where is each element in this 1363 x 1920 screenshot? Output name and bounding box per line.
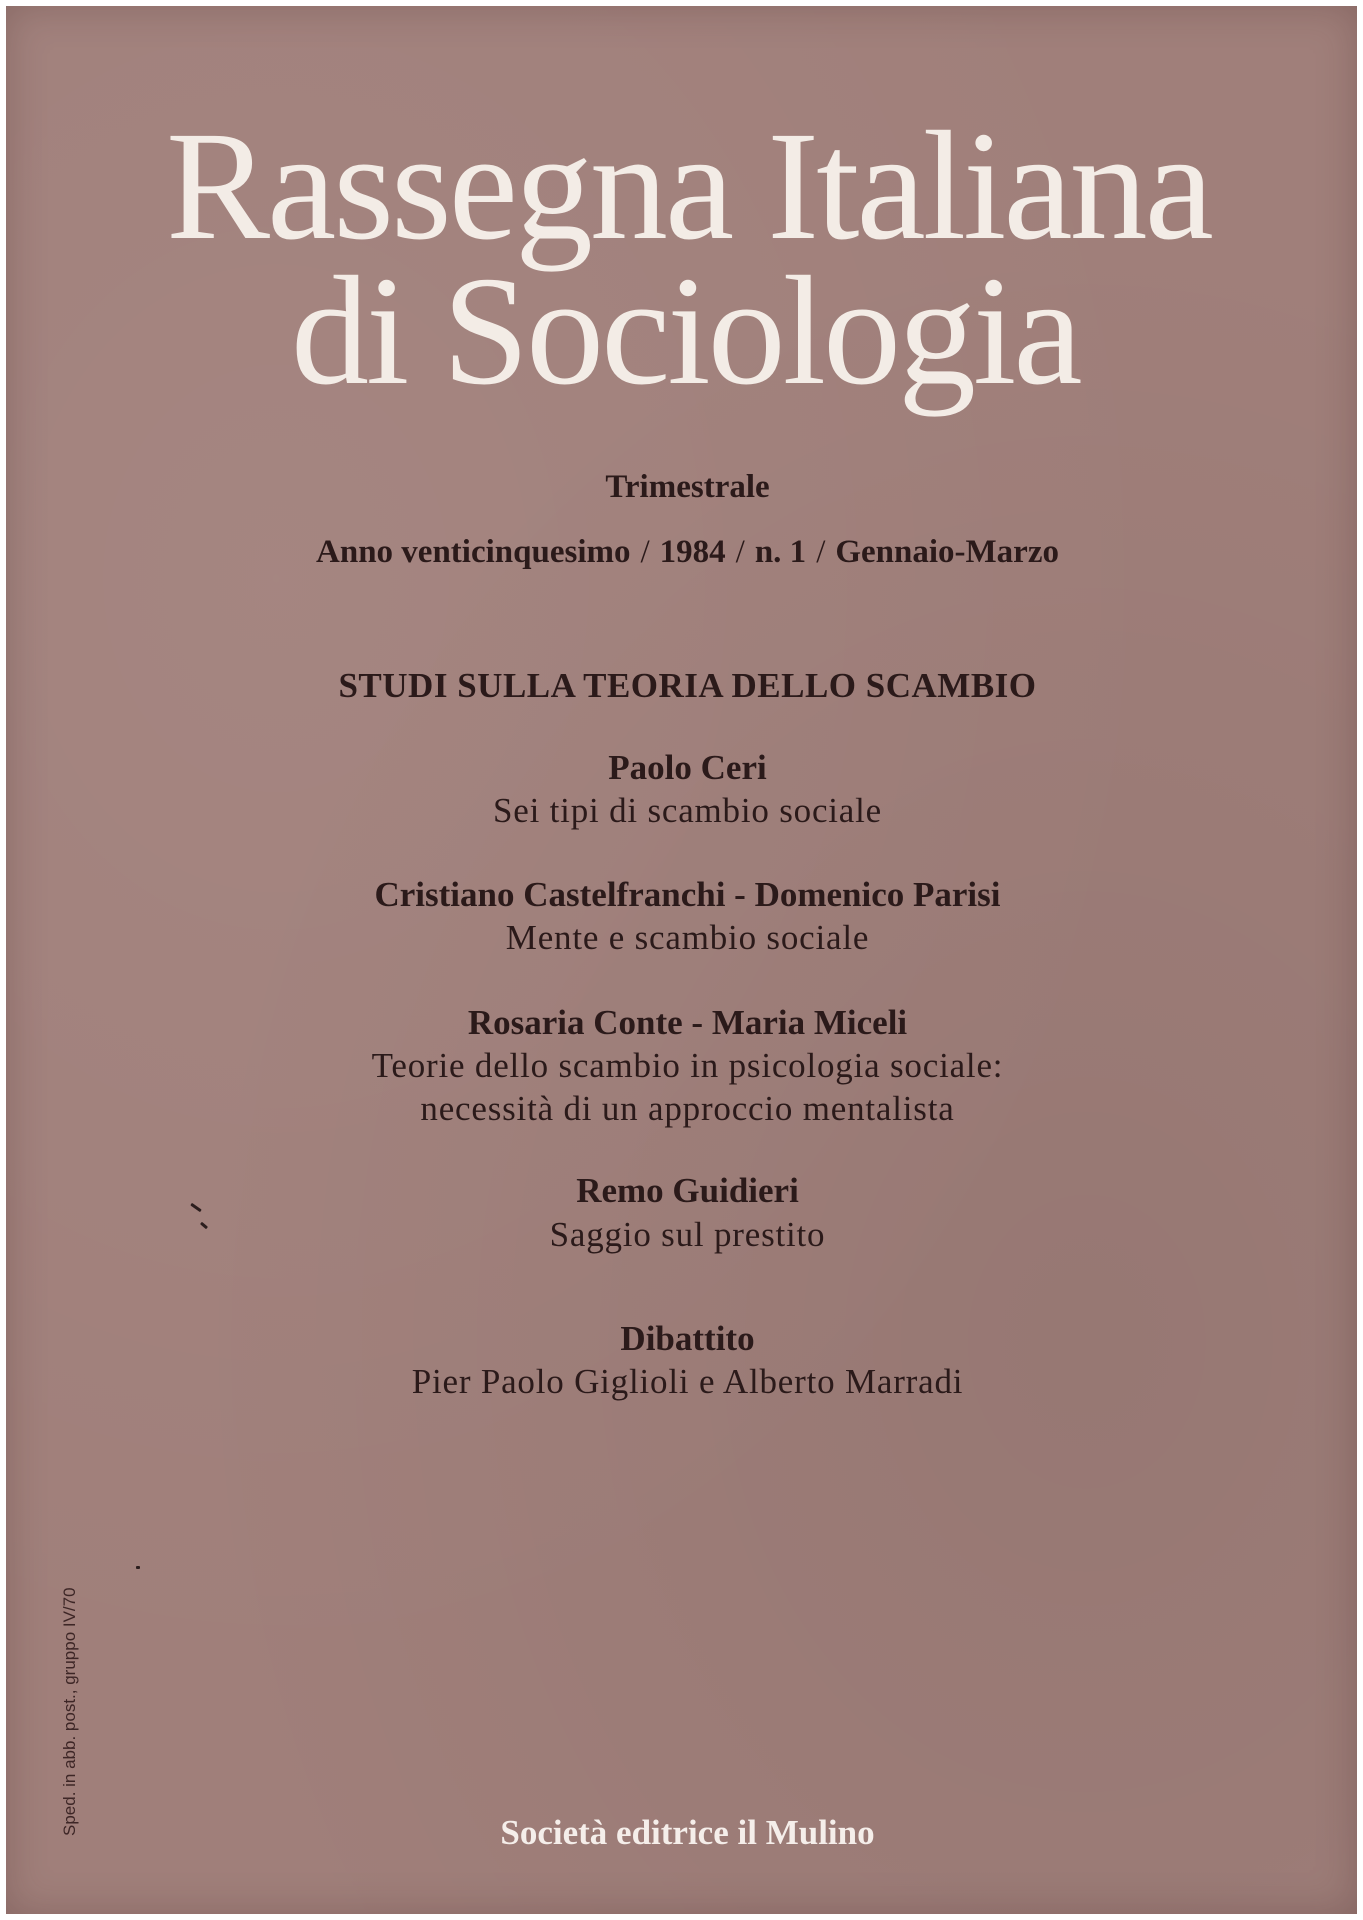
issue-year: 1984 — [659, 534, 726, 570]
article-authors: Paolo Ceri — [608, 748, 767, 787]
issue-line — [6, 534, 1363, 571]
debate-participants: Pier Paolo Giglioli e Alberto Marradi — [411, 1362, 964, 1401]
issue-separator: / — [640, 534, 650, 570]
section-title: STUDI SULLA TEORIA DELLO SCAMBIO — [338, 666, 1037, 705]
publisher-name: Società editrice il Mulino — [500, 1813, 875, 1852]
postal-note: Sped. in abb. post., gruppo IV/70 — [60, 1587, 79, 1836]
issue-period: Gennaio-Marzo — [835, 534, 1059, 570]
frequency-label: Trimestrale — [605, 469, 770, 505]
issue-year-label: Anno venticinquesimo — [316, 534, 631, 570]
article-authors: Cristiano Castelfranchi - Domenico Parisi — [374, 875, 1001, 914]
article-title: Teorie dello scambio in psicologia sociale: — [371, 1046, 1004, 1085]
issue-separator: / — [735, 534, 745, 570]
article-title: necessità di un approccio mentalista — [420, 1089, 955, 1128]
article-title: Mente e scambio sociale — [505, 918, 870, 957]
journal-title-line2: di Sociologia — [291, 244, 1080, 417]
issue-number: n. 1 — [754, 534, 807, 570]
article-title: Saggio sul prestito — [549, 1215, 826, 1254]
journal-title-line1: Rassegna Italiana — [166, 99, 1211, 272]
issue-separator: / — [816, 534, 826, 570]
debate-heading: Dibattito — [620, 1319, 755, 1358]
journal-cover — [6, 6, 1357, 1914]
print-speck — [136, 1566, 140, 1569]
article-title: Sei tipi di scambio sociale — [492, 791, 883, 830]
article-authors: Rosaria Conte - Maria Miceli — [467, 1003, 908, 1042]
article-authors: Remo Guidieri — [576, 1171, 799, 1210]
